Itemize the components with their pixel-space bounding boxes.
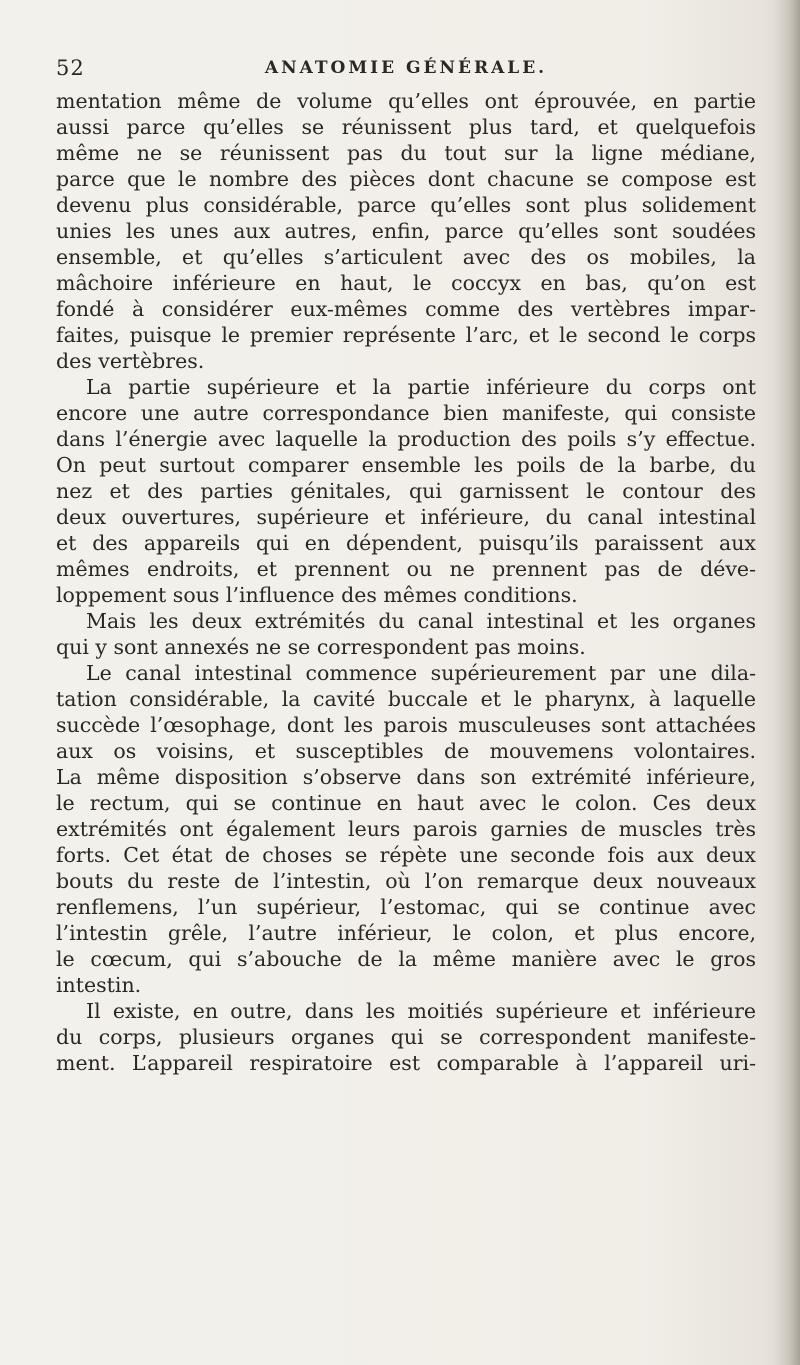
text-line: fondé à considérer eux-mêmes comme des vertèbres impar- (56, 297, 756, 321)
text-line: unies les unes aux autres, enfin, parce qu’elles sont soudées (56, 219, 756, 243)
page-number: 52 (56, 56, 85, 80)
text-line: le rectum, qui se continue en haut avec le colon. Ces deux (56, 791, 756, 815)
text-line: ment. L’appareil respiratoire est comparable à l’appareil uri- (56, 1051, 756, 1075)
text-line: parce que le nombre des pièces dont chacune se compose est (56, 167, 756, 191)
text-line: loppement sous l’influence des mêmes conditions. (56, 583, 578, 607)
text-line: aussi parce qu’elles se réunissent plus tard, et quelquefois (56, 115, 756, 139)
text-line: extrémités ont également leurs parois garnies de muscles très (56, 817, 756, 841)
text-line: des vertèbres. (56, 349, 205, 373)
running-head (56, 56, 756, 88)
text-line: forts. Cet état de choses se répète une seconde fois aux deux (56, 843, 756, 867)
text-line: devenu plus considérable, parce qu’elles sont plus solidement (56, 193, 756, 217)
paragraph-start-line: La partie supérieure et la partie inférieure du corps ont (86, 375, 756, 399)
page-edge-shadow (774, 0, 800, 1365)
text-line: tation considérable, la cavité buccale et le pharynx, à laquelle (56, 687, 756, 711)
text-line: ensemble, et qu’elles s’articulent avec des os mobiles, la (56, 245, 756, 269)
text-line: faites, puisque le premier représente l’arc, et le second le corps (56, 323, 756, 347)
text-line: encore une autre correspondance bien manifeste, qui consiste (56, 401, 756, 425)
text-line: intestin. (56, 973, 142, 997)
running-title: ANATOMIE GÉNÉRALE. (264, 58, 548, 78)
text-line: dans l’énergie avec laquelle la production des poils s’y effectue. (56, 427, 756, 451)
text-line: nez et des parties génitales, qui garnissent le contour des (56, 479, 756, 503)
text-line: bouts du reste de l’intestin, où l’on remarque deux nouveaux (56, 869, 756, 893)
body-text (56, 88, 756, 1076)
text-line: le cœcum, qui s’abouche de la même manière avec le gros (56, 947, 756, 971)
paragraph-start-line: Mais les deux extrémités du canal intestinal et les organes (86, 609, 756, 633)
text-line: On peut surtout comparer ensemble les poils de la barbe, du (56, 453, 756, 477)
text-line: succède l’œsophage, dont les parois musculeuses sont attachées (56, 713, 756, 737)
text-line: aux os voisins, et susceptibles de mouvemens volontaires. (56, 739, 756, 763)
text-line: même ne se réunissent pas du tout sur la ligne médiane, (56, 141, 756, 165)
text-line: mâchoire inférieure en haut, le coccyx en bas, qu’on est (56, 271, 756, 295)
text-line: deux ouvertures, supérieure et inférieure, du canal intestinal (56, 505, 756, 529)
text-line: mêmes endroits, et prennent ou ne prennent pas de déve- (56, 557, 756, 581)
text-line: qui y sont annexés ne se correspondent pas moins. (56, 635, 586, 659)
text-line: mentation même de volume qu’elles ont éprouvée, en partie (56, 89, 756, 113)
text-line: du corps, plusieurs organes qui se correspondent manifeste- (56, 1025, 756, 1049)
paragraph-start-line: Le canal intestinal commence supérieurement par une dila- (86, 661, 756, 685)
text-line: et des appareils qui en dépendent, puisqu’ils paraissent aux (56, 531, 756, 555)
text-line: l’intestin grêle, l’autre inférieur, le colon, et plus encore, (56, 921, 756, 945)
paragraph-start-line: Il existe, en outre, dans les moitiés supérieure et inférieure (86, 999, 756, 1023)
text-line: La même disposition s’observe dans son extrémité inférieure, (56, 765, 756, 789)
text-line: renflemens, l’un supérieur, l’estomac, qui se continue avec (56, 895, 756, 919)
